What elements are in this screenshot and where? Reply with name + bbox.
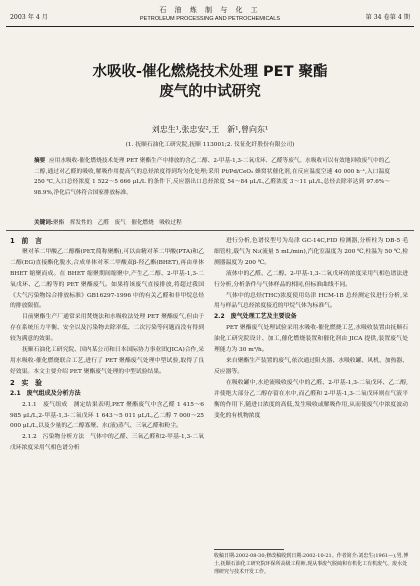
paragraph: 聚对苯二甲酸乙二醇酯(PET,简称聚酯),可以由精对苯二甲酸(PTA)和乙二醇(EG)直接酯化脱水,合成单体对苯二甲酸双β-羟乙酯(BHET),再由单体 BHET 缩聚而成。在 BHET 缩聚期间缩聚中,产生乙二醇、2-甲基-1,3-二氧戊环、乙二醇等的 PET 聚酯废气。如果将该废气直接排放,将超过我国《大气污染物综合排放标准》GB16297-1996 中的有关乙醛和非甲烷总烃的排放限值。 (10, 248, 204, 310)
abstract (34, 156, 390, 198)
paragraph: 抚顺石油化工研究院、国内某公司和日本国际协力事业团(JICA)合作,采用水吸收-催化燃烧联合工艺,进行了 PET 聚酯废气处理中型试验,取得了良好效果。本文主要介绍 PET 聚酯废气处理的中型试验结果。 (10, 347, 204, 375)
paragraph: 在吸收罐中,水逆流吸收废气中的乙醛、2-甲基-1,3-二氧戊环、乙二醇,并使绝大部分乙二醇存留在水中,而乙醛和 2-甲基-1,3-二氧戊环则在气液平衡的作用下,随进口浓度的高低,发生吸收或解吸作用,从而使废气中浓度波动变化的有机物浓度 (214, 379, 408, 419)
header-volume: 第 34 卷第 4 期 (365, 14, 410, 21)
header-divider (6, 26, 414, 27)
subsection-heading: 2.1 废气组成及分析方法 (10, 389, 81, 397)
keywords-text: 聚酯 挥发性的 乙醛 废气 催化燃烧 吸收过程 (53, 220, 182, 226)
paragraph: 气体中的总烃(THC)浓度使用岛津 HCM-1B 总烃测定仪进行分析,采用与样品气总烃浓度接近的甲烷气体为标准气。 (214, 292, 408, 310)
subsection-heading: 2.2 废气处理工艺及主要设备 (214, 313, 297, 321)
authors: 刘忠生¹,张忠安²,王 新¹,曾向东¹ (151, 125, 269, 134)
paragraph: 2.1.1 废气组成 测定结果表明,PET 聚酯废气中含乙醛 1 415～6 985 μL/L,2-甲基-1,3-二氧戊环 1 643～5 011 μL/L,乙二醇 7 000～25 000 μL/L,以及少量的乙二醇寡聚、水(液)蒸气、三氧乙醛和粉尘。 (10, 401, 204, 430)
section-heading: 2 实 验 (10, 378, 42, 387)
footnote-divider (214, 549, 284, 550)
affiliation: (1. 抚顺石油化工研究院,抚顺 113001;2. 仪征化纤股份有限公司) (125, 142, 295, 148)
paragraph: 来自聚酯生产装置的废气,依次通过阻火器、水吸收罐、风机、加热器、反应器等。 (214, 357, 408, 375)
journal-name-en: PETROLEUM PROCESSING AND PETROCHEMICALS (139, 16, 281, 22)
paragraph: PET 聚酯废气处理试验采用水吸收-催化燃烧工艺,水吸收装置由抚顺石油化工研究院设计、加工,催化燃烧装置和催化剂由 JICA 提供,装置废气处理能力为 30 m³/h。 (214, 325, 408, 354)
header-journal (6, 5, 414, 22)
keywords-divider (6, 230, 414, 231)
section-heading: 1 前 言 (10, 237, 42, 245)
running-header (6, 4, 414, 26)
abstract-text: 应用水吸收-催化燃烧技术处理 PET 聚酯生产中排放的含乙二醇、2-甲基-1,3-二氧戊环、乙醛等废气。水吸收可以有效地回收废气中的乙二醇,通过对乙醛的吸收,解吸作用提高气的总烃浓度得到均匀化处理;采用 Pt/Pd/CeO₂ 蜂窝状催化剂,在反应温度空速 40 000 h⁻¹,入口温度 250 ℃,入口总烃浓度 1 522～5 666 μL/L 的条件下,反应器出口总烃浓度 54～84 μL/L,乙醛浓度 3～11 μL/L,总烃去除率达到 97.6%～98.9%,净化后气体符合国家排放标准。 (34, 158, 390, 196)
abstract-label: 摘要 (34, 158, 46, 164)
keywords-label: 关键词: (34, 220, 54, 226)
footnote: 收稿日期:2002-08-30;修改稿收到日期:2002-10-21。作者简介:刘忠生(1961—),男,博士,抚顺石油化工研究院环保所高级工程师,现从事废气脱硫和有机化工有机废气、废水处理研究与技术开发工作。 (214, 553, 409, 575)
keywords (34, 218, 390, 226)
paragraph: 进行分析,色谱仪型号为岛津 GC-14C,FID 检测器,分析柱为 DB-5 毛细管柱,载气为 N₂(流量 5 mL/min),汽化室温度为 200 ℃,柱温为 50 ℃,检测器温度为 200 ℃。 (214, 238, 409, 266)
left-column (10, 236, 204, 454)
title-line-2: 废气的中试研究 (159, 84, 261, 100)
right-column (214, 236, 408, 421)
header-date: 2003 年 4 月 (10, 14, 48, 21)
journal-name-cn: 石 油 炼 制 与 化 工 (159, 6, 261, 14)
article-title (0, 62, 420, 102)
paragraph: 2.1.2 污染物分析方法 气体中的乙醛、三氧乙醛和2-甲基-1,3-二氧戊环浓度采用气相色谱分析 (10, 434, 204, 452)
title-line-1: 水吸收-催化燃烧技术处理 PET 聚酯 (92, 64, 328, 80)
paragraph: 目前聚酯生产厂通常采用焚烧法和水吸收法处理 PET 聚酯废气,但由于存在系统压力平衡、安全以及污染物去除率低、二次污染等问题而没有得到较为满意的效果。 (10, 314, 204, 343)
paragraph: 液体中的乙醛、乙二醇、2-甲基-1,3-二氧戊环的浓度采用气相色谱法进行分析,分析条件与气体样品的相同,但标准曲线不同。 (214, 270, 408, 288)
